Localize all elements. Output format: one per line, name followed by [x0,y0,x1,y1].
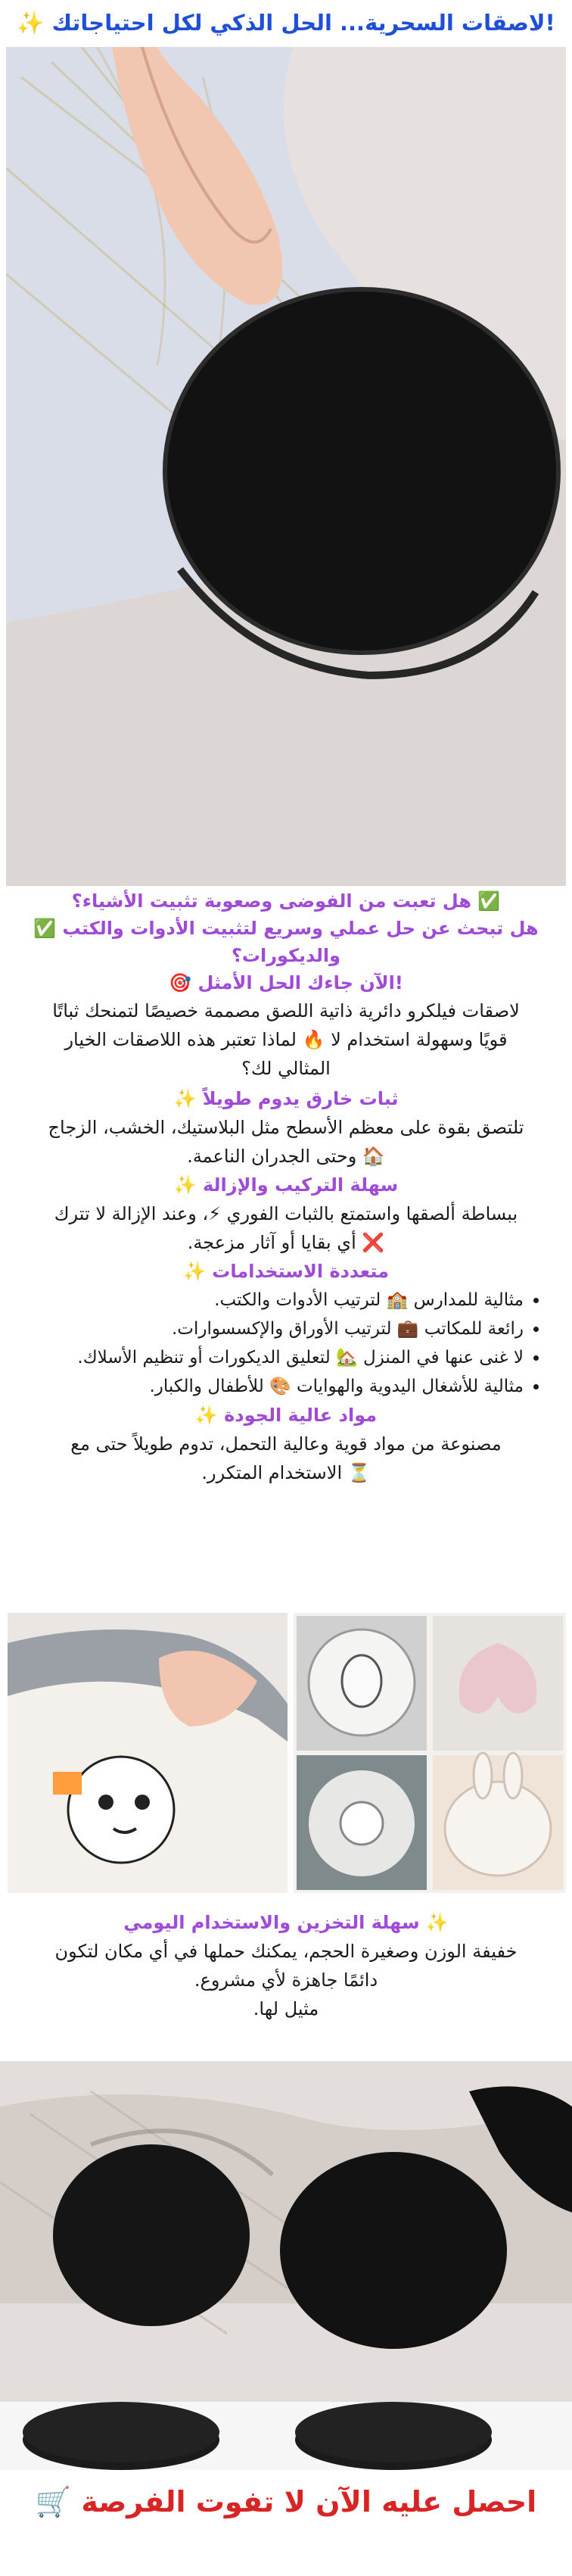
intro-question-2b: والديكورات؟ [231,945,341,966]
storage-section [0,1908,572,2023]
order-cta[interactable]: احصل عليه الآن لا تفوت الفرصة 🛒 [35,2484,537,2518]
feature-1-title: ثبات خارق يدوم طويلاً ✨ [173,1088,399,1109]
rug-usage-image [8,1613,288,1893]
page-title: !لاصقات السحرية... الحل الذكي لكل احتياجاتك ✨ [17,9,555,36]
storage-line-1: خفيفة الوزن وصغيرة الحجم، يمكنك حملها في أي مكان لتكون [54,1941,518,1962]
intro-section [0,887,572,1083]
intro-description-2: قويًا وسهولة استخدام لا 🔥 لماذا تعتبر هذه اللاصقات الخيار [64,1029,508,1050]
intro-question-1: ✅ هل تعبت من الفوضى وصعوبة تثبيت الأشياء؟ [71,890,501,912]
list-item: • رائعة للمكاتب 💼 لترتيب الأوراق والإكسسوارات. [9,1315,524,1343]
feature-1-line-1: تلتصق بقوة على معظم الأسطح مثل البلاستيك، الخشب، الزجاج [48,1117,524,1138]
storage-line-3: مثيل لها. [253,1998,319,2019]
list-item: • لا غنى عنها في المنزل 🏡 لتعليق الديكورات أو تنظيم الأسلاك. [9,1343,524,1372]
features-section [0,1084,572,1487]
animal-rugs-image [294,1613,566,1893]
feature-2-line-2: ❌ أي بقايا أو آثار مزعجة. [187,1232,385,1253]
list-item: • مثالية للمدارس 🏫 لترتيب الأدوات والكتب. [9,1286,524,1315]
feature-4-line-2: ⏳ الاستخدام المتكرر. [201,1462,371,1483]
intro-description-1: لاصقات فيلكرو دائرية ذاتية اللصق مصممة خصيصًا لتمنحك ثباتًا [52,1000,520,1021]
intro-cta-line: !الآن جاءك الحل الأمثل 🎯 [169,972,403,993]
velcro-dots-image [0,2061,572,2470]
hero-product-image [6,47,566,886]
intro-description-3: المثالي لك؟ [241,1058,331,1079]
feature-4-title: مواد عالية الجودة ✨ [194,1405,378,1426]
intro-question-2a: هل تبحث عن حل عملي وسريع لتثبيت الأدوات والكتب ✅ [33,918,539,939]
list-item: • مثالية للأشغال اليدوية والهوايات 🎨 للأطفال والكبار. [9,1372,524,1401]
feature-4-line-1: مصنوعة من مواد قوية وعالية التحمل، تدوم طويلاً حتى مع [70,1433,502,1455]
storage-line-2: دائمًا جاهزة لأي مشروع. [194,1969,378,1991]
feature-1-line-2: 🏠 وحتى الجدران الناعمة. [187,1146,385,1167]
storage-title: ✨ سهلة التخزين والاستخدام اليومي [123,1912,449,1933]
feature-3-title: متعددة الاستخدامات ✨ [182,1261,389,1282]
feature-2-line-1: ببساطة ألصقها واستمتع بالثبات الفوري ⚡، وعند الإزالة لا تترك [54,1203,518,1224]
feature-3-list [9,1286,563,1401]
feature-2-title: سهلة التركيب والإزالة ✨ [173,1174,399,1196]
